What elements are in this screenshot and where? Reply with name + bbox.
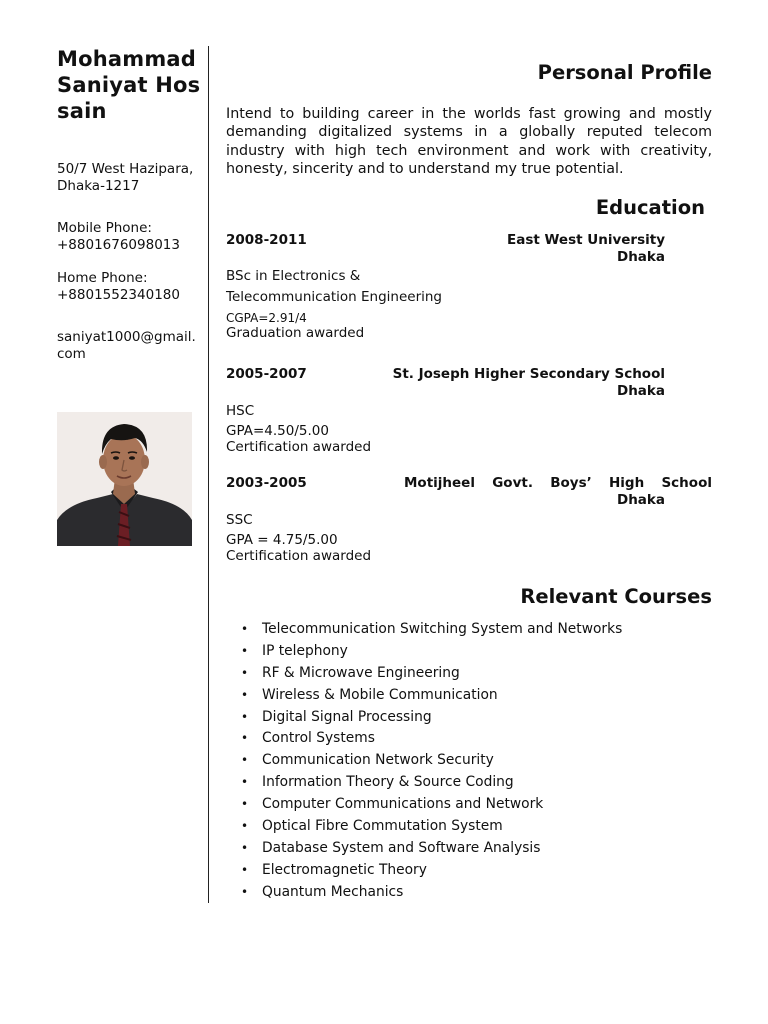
course-name: IP telephony bbox=[262, 642, 348, 659]
mobile-phone-number: +8801676098013 bbox=[57, 237, 180, 253]
relevant-courses-heading: Relevant Courses bbox=[520, 585, 712, 608]
list-item bbox=[241, 707, 622, 729]
list-item bbox=[241, 838, 622, 860]
portrait-image bbox=[57, 412, 192, 546]
course-name: Electromagnetic Theory bbox=[262, 861, 427, 878]
bullet-icon: • bbox=[241, 775, 249, 790]
list-item bbox=[241, 882, 622, 904]
award: Certification awarded bbox=[226, 439, 372, 455]
course-name: Quantum Mechanics bbox=[262, 883, 404, 900]
course-name: Information Theory & Source Coding bbox=[262, 774, 514, 791]
bullet-icon: • bbox=[241, 840, 249, 855]
home-phone-label: Home Phone: bbox=[57, 270, 148, 286]
bullet-icon: • bbox=[241, 687, 249, 702]
list-item bbox=[241, 685, 622, 707]
award: Certification awarded bbox=[226, 548, 372, 564]
institution-name: East West University bbox=[506, 232, 665, 248]
education-years: 2005-2007 bbox=[226, 366, 307, 382]
list-item bbox=[241, 641, 622, 663]
list-item bbox=[241, 816, 622, 838]
bullet-icon: • bbox=[241, 753, 249, 768]
course-name: Optical Fibre Commutation System bbox=[262, 818, 503, 835]
list-item bbox=[241, 619, 623, 641]
list-item bbox=[241, 663, 622, 685]
education-years: 2003-2005 bbox=[226, 475, 307, 491]
course-name: Communication Network Security bbox=[262, 752, 494, 769]
contact-column bbox=[57, 46, 202, 363]
course-name: Control Systems bbox=[262, 730, 375, 747]
institution-word: School bbox=[661, 475, 712, 491]
list-item bbox=[241, 794, 622, 816]
grade: GPA=4.50/5.00 bbox=[226, 423, 329, 439]
personal-profile-text: Intend to building career in the worlds fast growing and mostly demanding digitalized systems in a globally reputed telecom industry with high tech environment and work with creativity, honesty, sincerity and to understand my true potential. bbox=[226, 106, 712, 177]
award: Graduation awarded bbox=[226, 325, 365, 341]
course-name: Computer Communications and Network bbox=[262, 796, 544, 813]
institution-word: Govt. bbox=[492, 475, 533, 491]
institution-word: Motijheel bbox=[404, 475, 475, 491]
list-item bbox=[241, 860, 622, 882]
degree-line: BSc in Electronics & bbox=[226, 268, 361, 284]
education-heading: Education bbox=[595, 196, 705, 219]
education-years: 2008-2011 bbox=[226, 232, 307, 248]
bullet-icon: • bbox=[241, 665, 249, 680]
bullet-icon: • bbox=[241, 731, 249, 746]
bullet-icon: • bbox=[241, 819, 249, 834]
bullet-icon: • bbox=[241, 884, 249, 899]
institution-word: Boys’ bbox=[550, 475, 592, 491]
courses-list bbox=[241, 619, 623, 904]
list-item bbox=[241, 772, 622, 794]
institution-city: Dhaka bbox=[616, 382, 665, 399]
mobile-phone-label: Mobile Phone: bbox=[57, 220, 152, 236]
profile-photo bbox=[57, 412, 192, 546]
grade: GPA = 4.75/5.00 bbox=[226, 532, 338, 548]
course-name: Digital Signal Processing bbox=[262, 708, 432, 725]
address: 50/7 West Hazipara, Dhaka-1217 bbox=[57, 161, 194, 194]
institution-word: High bbox=[609, 475, 645, 491]
institution-city: Dhaka bbox=[616, 248, 665, 265]
course-name: Database System and Software Analysis bbox=[262, 839, 541, 856]
home-phone bbox=[57, 270, 202, 304]
education-institution bbox=[507, 232, 665, 265]
degree-line: Telecommunication Engineering bbox=[226, 289, 443, 305]
institution-name: St. Joseph Higher Secondary School bbox=[392, 366, 665, 382]
list-item bbox=[241, 750, 622, 772]
person-name: Mohammad Saniyat Hossain bbox=[57, 47, 201, 123]
course-name: Telecommunication Switching System and Networks bbox=[262, 621, 623, 637]
email-address: saniyat1000@gmail.com bbox=[57, 329, 196, 362]
bullet-icon: • bbox=[241, 622, 249, 636]
bullet-icon: • bbox=[241, 709, 249, 724]
course-name: Wireless & Mobile Communication bbox=[262, 686, 498, 703]
institution-city: Dhaka bbox=[616, 491, 665, 508]
grade: CGPA=2.91/4 bbox=[226, 311, 307, 325]
column-divider bbox=[208, 46, 209, 903]
personal-profile-heading: Personal Profile bbox=[537, 61, 712, 84]
education-institution bbox=[404, 475, 712, 508]
degree: HSC bbox=[226, 403, 255, 419]
list-item bbox=[241, 728, 622, 750]
bullet-icon: • bbox=[241, 643, 249, 658]
education-institution bbox=[393, 366, 665, 399]
mobile-phone bbox=[57, 220, 202, 254]
institution-name bbox=[404, 475, 712, 492]
course-name: RF & Microwave Engineering bbox=[262, 664, 460, 681]
bullet-icon: • bbox=[241, 797, 249, 812]
home-phone-number: +8801552340180 bbox=[57, 287, 180, 303]
bullet-icon: • bbox=[241, 862, 249, 877]
degree: SSC bbox=[226, 512, 253, 528]
